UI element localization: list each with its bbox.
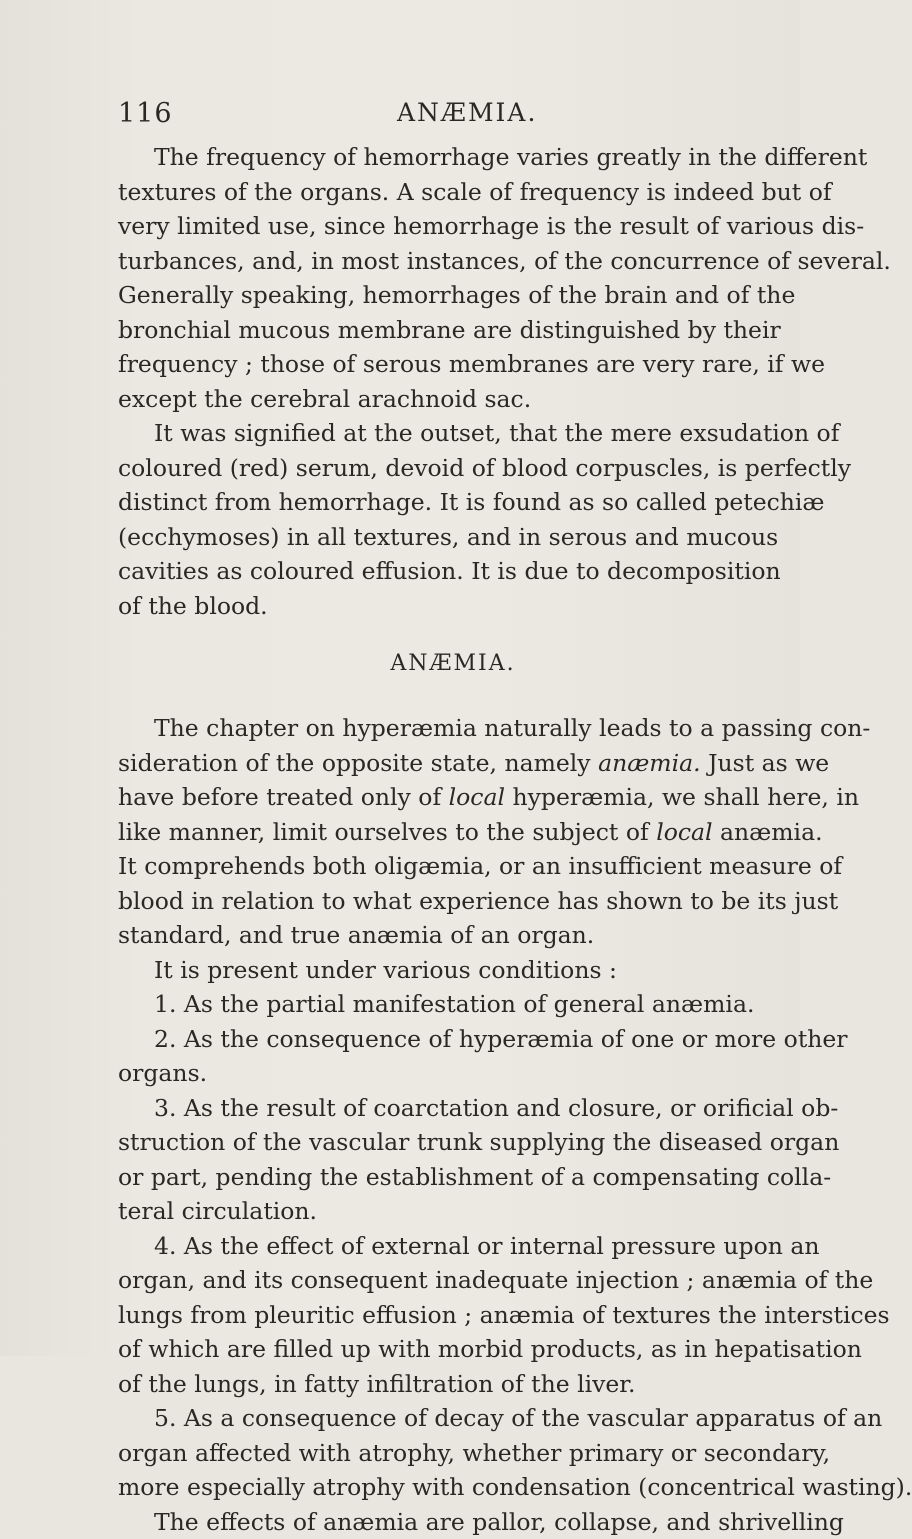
paragraph-effects xyxy=(118,1505,768,1539)
text-line: cavities as coloured effusion. It is due to decomposition xyxy=(118,554,768,589)
text-line: It is present under various conditions : xyxy=(118,953,768,988)
running-head: ANÆMIA. xyxy=(397,98,537,127)
text-line: turbances, and, in most instances, of the concurrence of several. xyxy=(118,244,768,279)
text-line: very limited use, since hemorrhage is the result of various dis- xyxy=(118,209,768,244)
paragraph-exsudation xyxy=(118,416,768,623)
text-line: Generally speaking, hemorrhages of the brain and of the xyxy=(118,278,768,313)
text-line: lungs from pleuritic effusion ; anæmia of textures the interstices xyxy=(118,1298,768,1333)
text-line: The frequency of hemorrhage varies greatly in the different xyxy=(118,140,768,175)
text-line: The chapter on hyperæmia naturally leads to a passing con- xyxy=(118,711,768,746)
text-line: of the blood. xyxy=(118,589,768,624)
list-item-3 xyxy=(118,1091,768,1229)
text-line: bronchial mucous membrane are distinguished by their xyxy=(118,313,768,348)
text-line: sideration of the opposite state, namely anæmia. Just as we xyxy=(118,746,768,781)
text-line: like manner, limit ourselves to the subject of local anæmia. xyxy=(118,815,768,850)
text-line: The effects of anæmia are pallor, collapse, and shrivelling xyxy=(118,1505,768,1539)
text-line: of which are filled up with morbid products, as in hepatisation xyxy=(118,1332,768,1367)
text-line: standard, and true anæmia of an organ. xyxy=(118,918,768,953)
paragraph-anaemia-intro xyxy=(118,711,768,953)
text-line: (ecchymoses) in all textures, and in serous and mucous xyxy=(118,520,768,555)
page-number: 116 xyxy=(118,98,173,129)
text-line: distinct from hemorrhage. It is found as so called petechiæ xyxy=(118,485,768,520)
text-line: coloured (red) serum, devoid of blood corpuscles, is perfectly xyxy=(118,451,768,486)
text-line: 1. As the partial manifestation of general anæmia. xyxy=(118,987,768,1022)
list-item-5 xyxy=(118,1401,768,1505)
text-line: 5. As a consequence of decay of the vascular apparatus of an xyxy=(118,1401,768,1436)
list-item-2 xyxy=(118,1022,768,1091)
text-line: have before treated only of local hyperæmia, we shall here, in xyxy=(118,780,768,815)
text-line: more especially atrophy with condensation (concentrical wasting). xyxy=(118,1470,768,1505)
text-line: struction of the vascular trunk supplying the diseased organ xyxy=(118,1125,768,1160)
text-line: organ, and its consequent inadequate injection ; anæmia of the xyxy=(118,1263,768,1298)
list-item-1 xyxy=(118,987,768,1022)
text-line: It comprehends both oligæmia, or an insufficient measure of xyxy=(118,849,768,884)
page-header xyxy=(118,98,758,134)
text-line: organs. xyxy=(118,1056,768,1091)
text-line: frequency ; those of serous membranes are very rare, if we xyxy=(118,347,768,382)
text-line: blood in relation to what experience has shown to be its just xyxy=(118,884,768,919)
text-line: organ affected with atrophy, whether primary or secondary, xyxy=(118,1436,768,1471)
text-line: teral circulation. xyxy=(118,1194,768,1229)
text-line: 2. As the consequence of hyperæmia of one or more other xyxy=(118,1022,768,1057)
list-item-4 xyxy=(118,1229,768,1402)
text-line: 4. As the effect of external or internal pressure upon an xyxy=(118,1229,768,1264)
section-heading: ANÆMIA. xyxy=(118,648,768,680)
paragraph-conditions xyxy=(118,953,768,988)
text-line: textures of the organs. A scale of frequency is indeed but of xyxy=(118,175,768,210)
paragraph-hemorrhage-frequency xyxy=(118,140,768,416)
text-line: 3. As the result of coarctation and closure, or orificial ob- xyxy=(118,1091,768,1126)
body-text xyxy=(118,140,768,1539)
text-line: or part, pending the establishment of a compensating colla- xyxy=(118,1160,768,1195)
text-line: except the cerebral arachnoid sac. xyxy=(118,382,768,417)
text-line: It was signified at the outset, that the mere exsudation of xyxy=(118,416,768,451)
text-line: of the lungs, in fatty infiltration of the liver. xyxy=(118,1367,768,1402)
